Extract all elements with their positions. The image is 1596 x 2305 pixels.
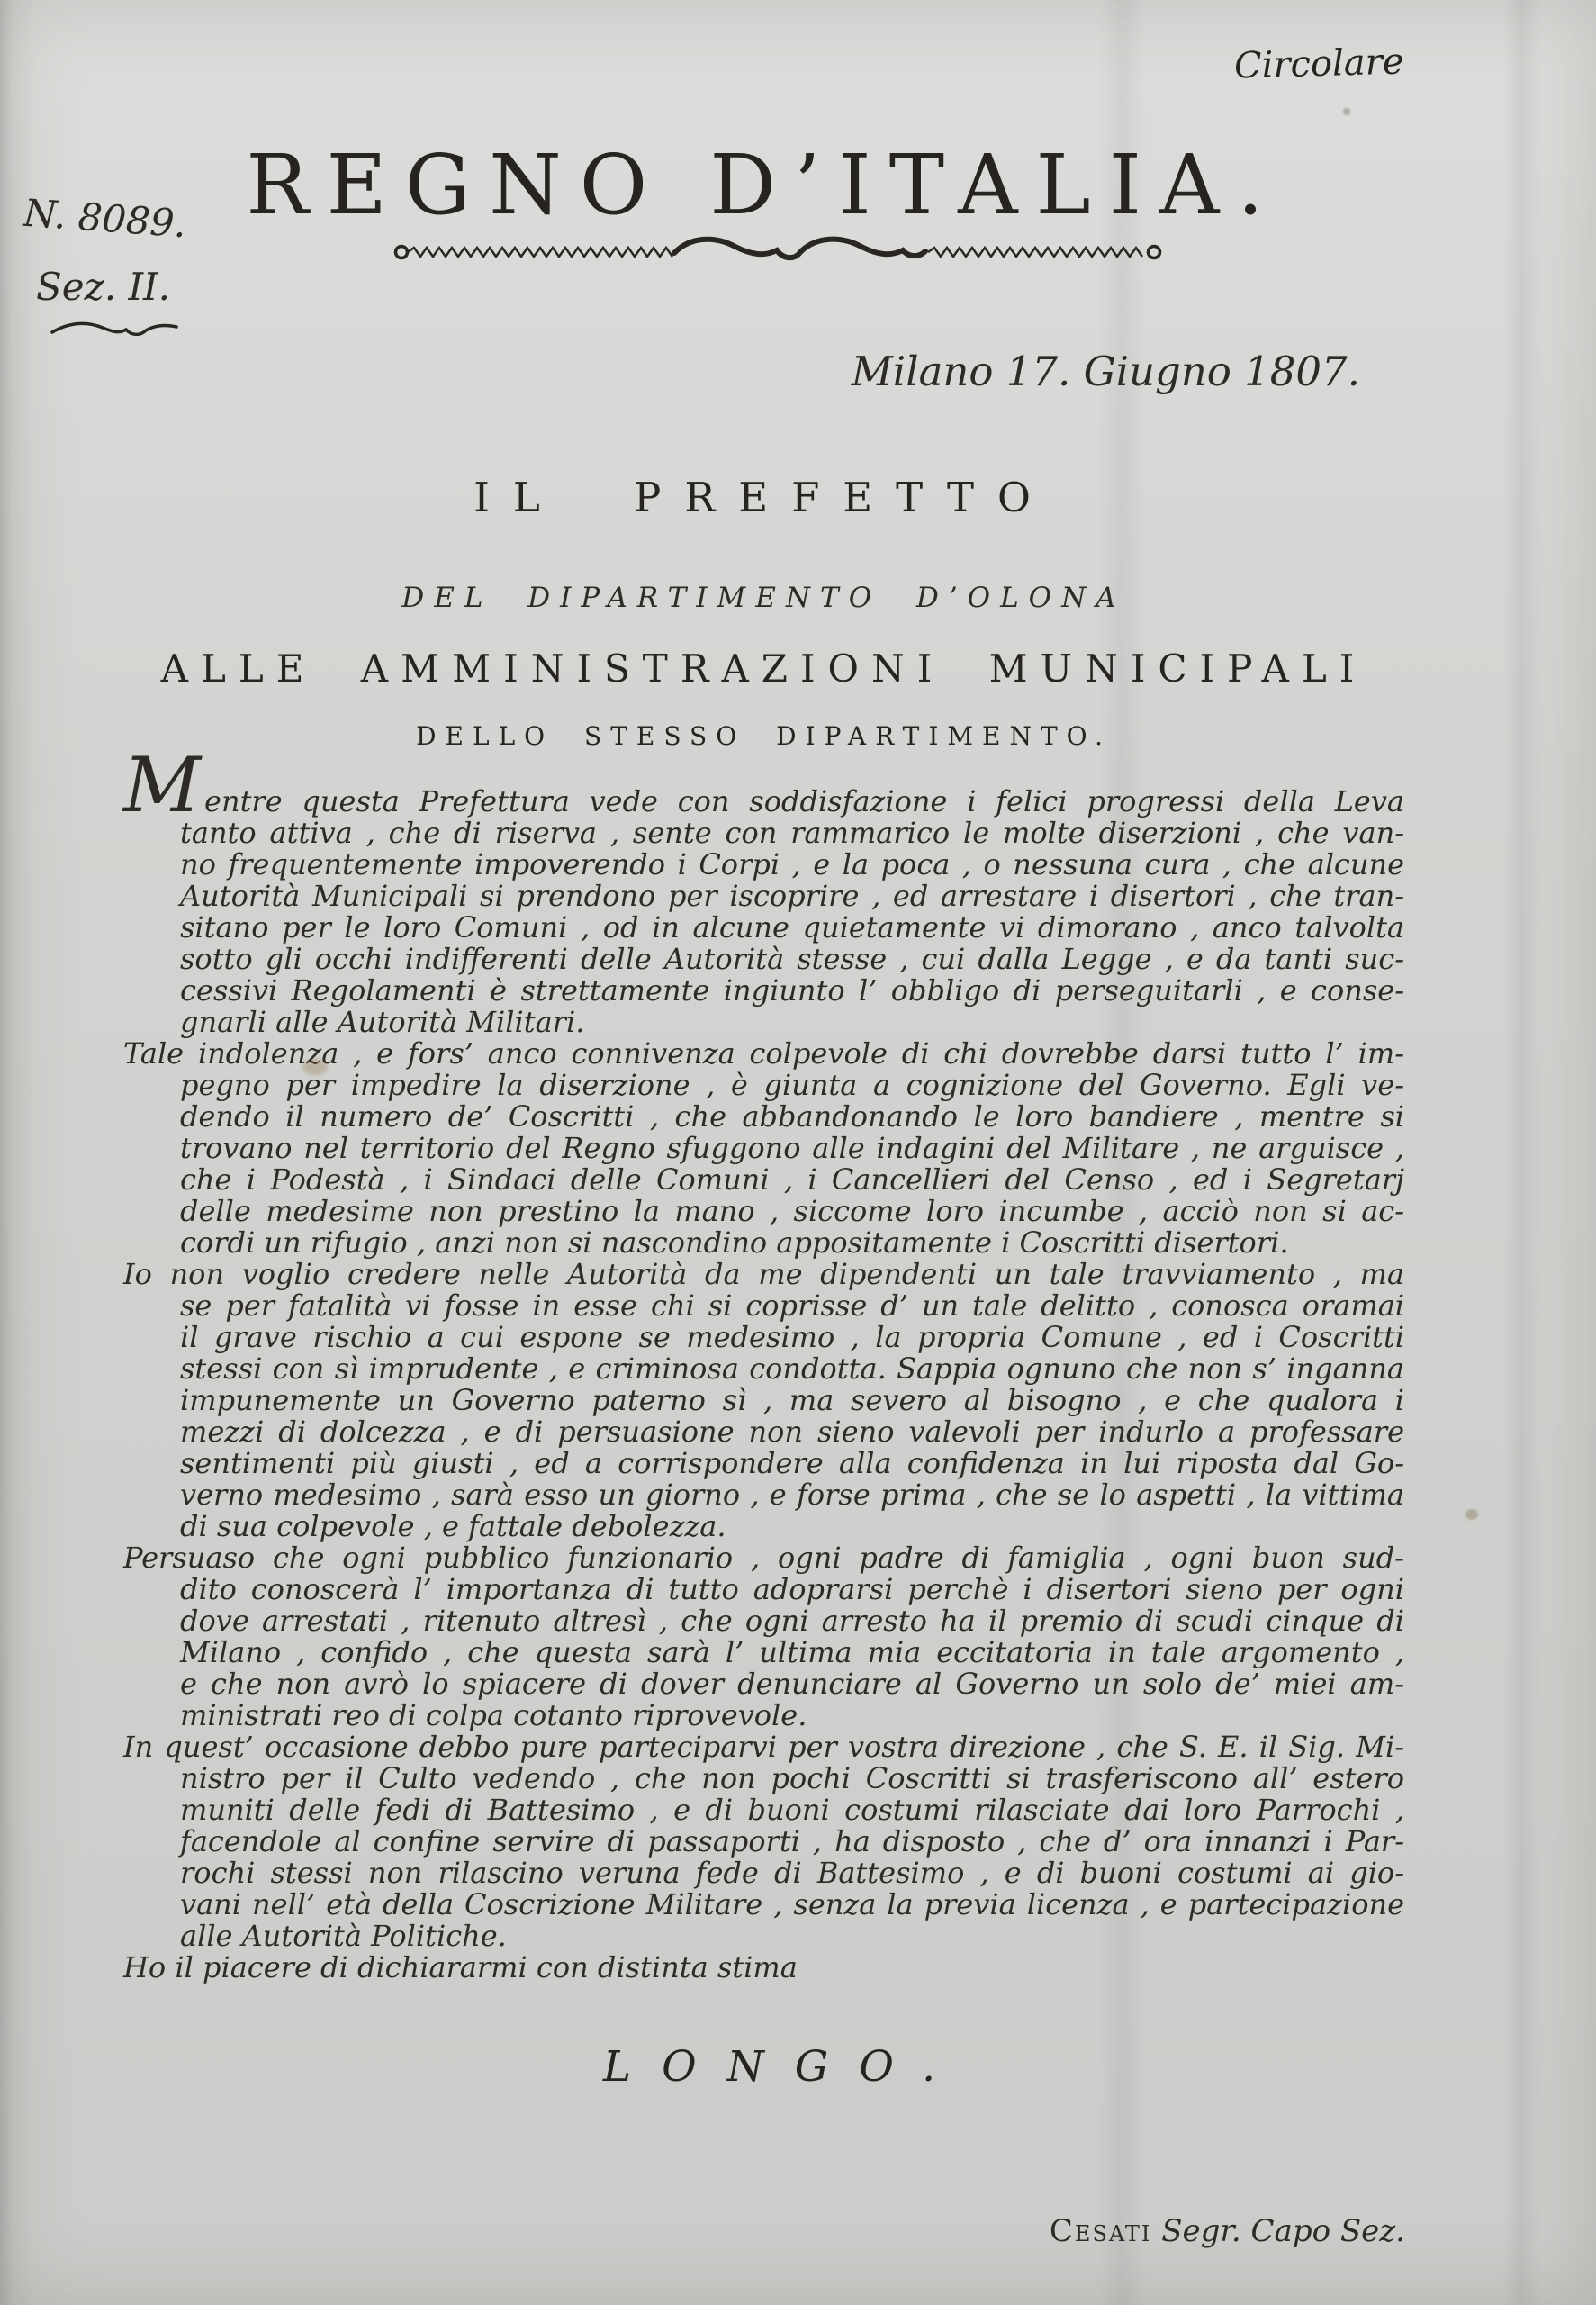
body-line: muniti delle fedi di Battesimo , e di buoni costumi rilasciate dai loro Parrochi ,	[180, 1793, 1404, 1827]
paragraph	[123, 741, 1404, 1039]
issuer-heading: IL PREFETTO	[473, 474, 1054, 521]
body-line: sotto gli occhi indifferenti delle Autorità stesse , cui dalla Legge , e da tanti suc-	[180, 942, 1404, 976]
body-line: dove arrestati , ritenuto altresì , che ogni arresto ha il premio di scudi cinque di	[180, 1604, 1404, 1638]
body-text	[123, 741, 1404, 1984]
body-line: e che non avrò lo spiacere di dover denunciare al Governo un solo de’ miei am-	[180, 1667, 1404, 1701]
body-line: cessivi Regolamenti è strettamente ingiunto l’ obbligo di perseguitarli , e conse-	[180, 973, 1404, 1008]
body-line: Mentre questa Prefettura vede con soddisfazione i felici progressi della Leva	[123, 741, 1404, 829]
body-line: verno medesimo , sarà esso un giorno , e forse prima , che se lo aspetti , la vittima	[180, 1478, 1404, 1512]
paper-stain	[1343, 108, 1350, 115]
body-line: alle Autorità Politiche.	[180, 1919, 507, 1953]
circolare-annotation: Circolare	[1232, 41, 1404, 87]
body-line: cordi un rifugio , anzi non si nascondino appositamente i Coscritti disertori.	[180, 1225, 1289, 1260]
body-line: ministrati reo di colpa cotanto riprovevole.	[180, 1698, 807, 1732]
paragraph	[123, 1731, 1404, 1952]
body-line: tanto attiva , che di riserva , sente con rammarico le molte diserzioni , che van-	[180, 816, 1404, 850]
body-line: di sua colpevole , e fattale debolezza.	[180, 1509, 726, 1543]
body-line: facendole al confine servire di passaporti , ha disposto , che d’ ora innanzi i Par-	[180, 1824, 1404, 1858]
document-number: N. 8089.	[22, 190, 188, 247]
body-line: vani nell’ età della Coscrizione Militare , senza la previa licenza , e partecipazione	[180, 1887, 1404, 1921]
secretary-title: Segr. Capo Sez.	[1161, 2213, 1405, 2249]
closing-line: Ho il piacere di dichiararmi con distinta stima	[123, 1950, 798, 1984]
body-line: pegno per impedire la diserzione , è giunta a cognizione del Governo. Egli ve-	[180, 1068, 1404, 1102]
drop-cap-initial: M	[123, 741, 205, 829]
body-line: Persuaso che ogni pubblico funzionario , ogni padre di famiglia , ogni buon sud-	[123, 1541, 1404, 1575]
body-line: impunemente un Governo paterno sì , ma severo al bisogno , e che qualora i	[180, 1383, 1404, 1417]
body-line: che i Podestà , i Sindaci delle Comuni , i Cancellieri del Censo , ed i Segretarj	[180, 1162, 1404, 1197]
body-line: dito conoscerà l’ importanza di tutto adoprarsi perchè i disertori sieno per ogni	[180, 1572, 1404, 1606]
body-line: il grave rischio a cui espone se medesimo , la propria Comune , ed i Coscritti	[180, 1320, 1404, 1354]
body-line: Tale indolenza , e fors’ anco connivenza colpevole di chi dovrebbe darsi tutto l’ im-	[123, 1036, 1404, 1071]
body-line: Io non voglio credere nelle Autorità da me dipendenti un tale travviamento , ma	[123, 1257, 1404, 1291]
issuer-subheading: DEL DIPARTIMENTO D’OLONA	[401, 582, 1126, 614]
body-line: Milano , confido , che questa sarà l’ ultima mia eccitatoria in tale argomento ,	[180, 1635, 1404, 1669]
body-line: gnarli alle Autorità Militari.	[180, 1005, 585, 1039]
section-label: Sez. II.	[36, 265, 170, 309]
body-line: In quest’ occasione debbo pure parteciparvi per vostra direzione , che S. E. il Sig. Mi-	[123, 1730, 1404, 1764]
body-line: stessi con sì imprudente , e criminosa condotta. Sappia ognuno che non s’ inganna	[180, 1351, 1404, 1386]
body-line: nistro per il Culto vedendo , che non pochi Coscritti si trasferiscono all’ estero	[180, 1761, 1404, 1795]
body-line: trovano nel territorio del Regno sfuggono alle indagini del Militare , ne arguisce ,	[180, 1131, 1404, 1165]
paper-stain	[302, 1059, 328, 1075]
body-line: no frequentemente impoverendo i Corpi , e la poca , o nessuna cura , che alcune	[180, 847, 1404, 881]
body-line: mezzi di dolcezza , e di persuasione non sieno valevoli per indurlo a professare	[180, 1415, 1404, 1449]
secretary-signature	[1050, 2213, 1405, 2249]
signature-name: LONGO.	[602, 2042, 967, 2092]
addressee-heading: ALLE AMMINISTRAZIONI MUNICIPALI	[160, 646, 1367, 691]
body-line: Autorità Municipali si prendono per iscoprire , ed arrestare i disertori , che tran-	[180, 879, 1404, 913]
body-line: se per fatalità vi fosse in esse chi si coprisse d’ un tale delitto , conosca oramai	[180, 1288, 1404, 1323]
body-line: sitano per le loro Comuni , od in alcune quietamente vi dimorano , anco talvolta	[180, 910, 1404, 945]
body-line: sentimenti più giusti , ed a corrispondere alla confidenza in lui riposta dal Go-	[180, 1446, 1404, 1480]
place-date-line: Milano 17. Giugno 1807.	[851, 348, 1360, 395]
paragraph	[123, 1542, 1404, 1731]
addressee-subheading: DELLO STESSO DIPARTIMENTO.	[416, 721, 1112, 751]
secretary-name: Cesati	[1049, 2213, 1152, 2249]
header-rule-ornament	[393, 232, 1163, 272]
body-line: rochi stessi non rilascino veruna fede di Battesimo , e di buoni costumi ai gio-	[180, 1856, 1404, 1890]
paper-stain	[1465, 1509, 1478, 1520]
document-title: REGNO D’ITALIA.	[246, 137, 1282, 233]
body-line: delle medesime non prestino la mano , siccome loro incumbe , acciò non si ac-	[180, 1194, 1404, 1228]
section-flourish-ornament	[47, 317, 182, 344]
body-line: dendo il numero de’ Coscritti , che abbandonando le loro bandiere , mentre si	[180, 1099, 1404, 1134]
paragraph	[123, 1259, 1404, 1542]
